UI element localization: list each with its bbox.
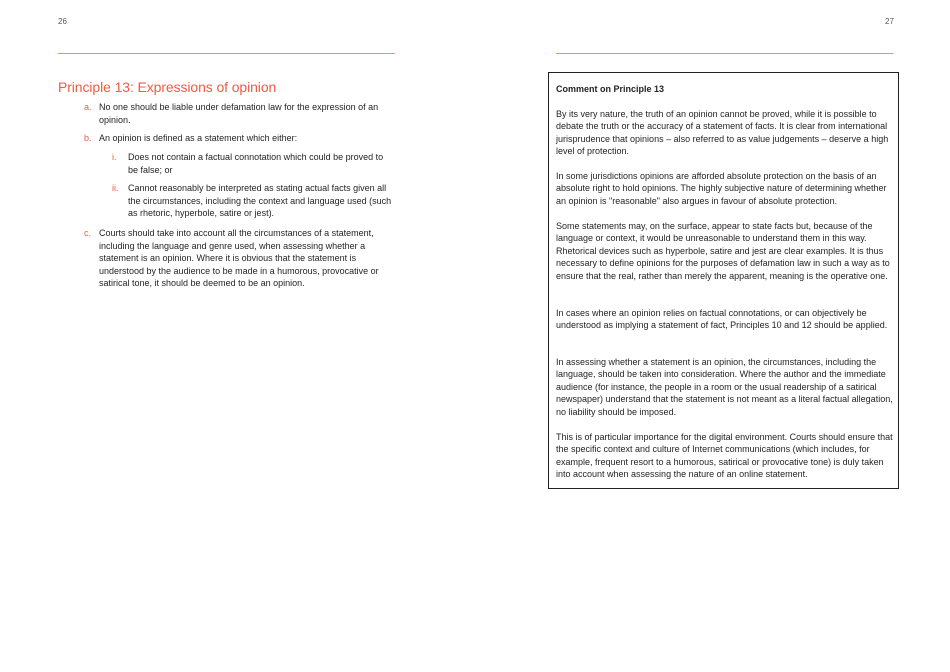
sub-list-item-i	[112, 151, 394, 176]
comment-title: Comment on Principle 13	[556, 84, 665, 94]
sub-list-item-text: Cannot reasonably be interpreted as stating actual facts given all the circumstances, including the context and language used (such as rhetoric, hyperbole, satire or jest).	[128, 183, 392, 219]
sub-list-item-text: Does not contain a factual connotation which could be proved to be false; or	[128, 152, 384, 175]
page-number-left: 26	[58, 17, 67, 26]
divider-right	[556, 53, 893, 54]
comment-paragraph: In assessing whether a statement is an opinion, the circumstances, including the language, should be taken into consideration. Where the author and the immediate audience (for instance, the people in a room or the usual readership of a satirical newspaper) understand that the statement is not meant as a literal factual allegation, no liability should be imposed.	[556, 357, 893, 417]
list-item-text: Courts should take into account all the circumstances of a statement, including the language and genre used, when assessing whether a statement is an opinion. Where it is obvious that the statement is understood by the audience to be made in a humorous, provocative or satirical tone, it should be deemed to be an opinion.	[99, 228, 379, 289]
list-marker: a.	[84, 102, 92, 112]
list-item-a	[84, 101, 394, 126]
list-item-b	[84, 132, 394, 145]
comment-paragraph: By its very nature, the truth of an opinion cannot be proved, while it is possible to debate the truth or the accuracy of a statement of facts. It is clear from international jurisprudence that opinions – also referred to as value judgements – deserve a high level of protection.	[556, 109, 889, 157]
list-item-c	[84, 227, 394, 290]
list-marker: c.	[84, 228, 92, 238]
divider-left	[58, 53, 395, 54]
sub-list-marker: ii.	[112, 183, 119, 193]
comment-paragraph: Some statements may, on the surface, appear to state facts but, because of the language or context, it would be unreasonable to understand them in this way. Rhetorical devices such as hyperbole, satire and jest are clear examples. It is thus necessary to define opinions for the purposes of defamation law in such a way as to ensure that the real, rather than merely the apparent, meaning is the operative one.	[556, 221, 890, 281]
comment-paragraph: In cases where an opinion relies on factual connotations, or can objectively be understood as implying a statement of fact, Principles 10 and 12 should be applied.	[556, 308, 888, 331]
list-item-text: No one should be liable under defamation law for the expression of an opinion.	[99, 102, 379, 125]
comment-paragraph: This is of particular importance for the digital environment. Courts should ensure that the specific context and culture of Internet communications (which includes, for example, frequent resort to a humorous, satirical or provocative tone) is duly taken into account when assessing the nature of an online statement.	[556, 432, 893, 480]
sub-list-item-ii	[112, 182, 394, 220]
list-item-text: An opinion is defined as a statement which either:	[99, 133, 298, 143]
page-number-right: 27	[885, 17, 894, 26]
principle-heading: Principle 13: Expressions of opinion	[58, 79, 277, 95]
sub-list-marker: i.	[112, 152, 117, 162]
list-marker: b.	[84, 133, 92, 143]
comment-paragraph: In some jurisdictions opinions are afforded absolute protection on the basis of an absolute right to hold opinions. The highly subjective nature of determining whether an opinion is "reasonable" also argues in favour of absolute protection.	[556, 171, 887, 206]
